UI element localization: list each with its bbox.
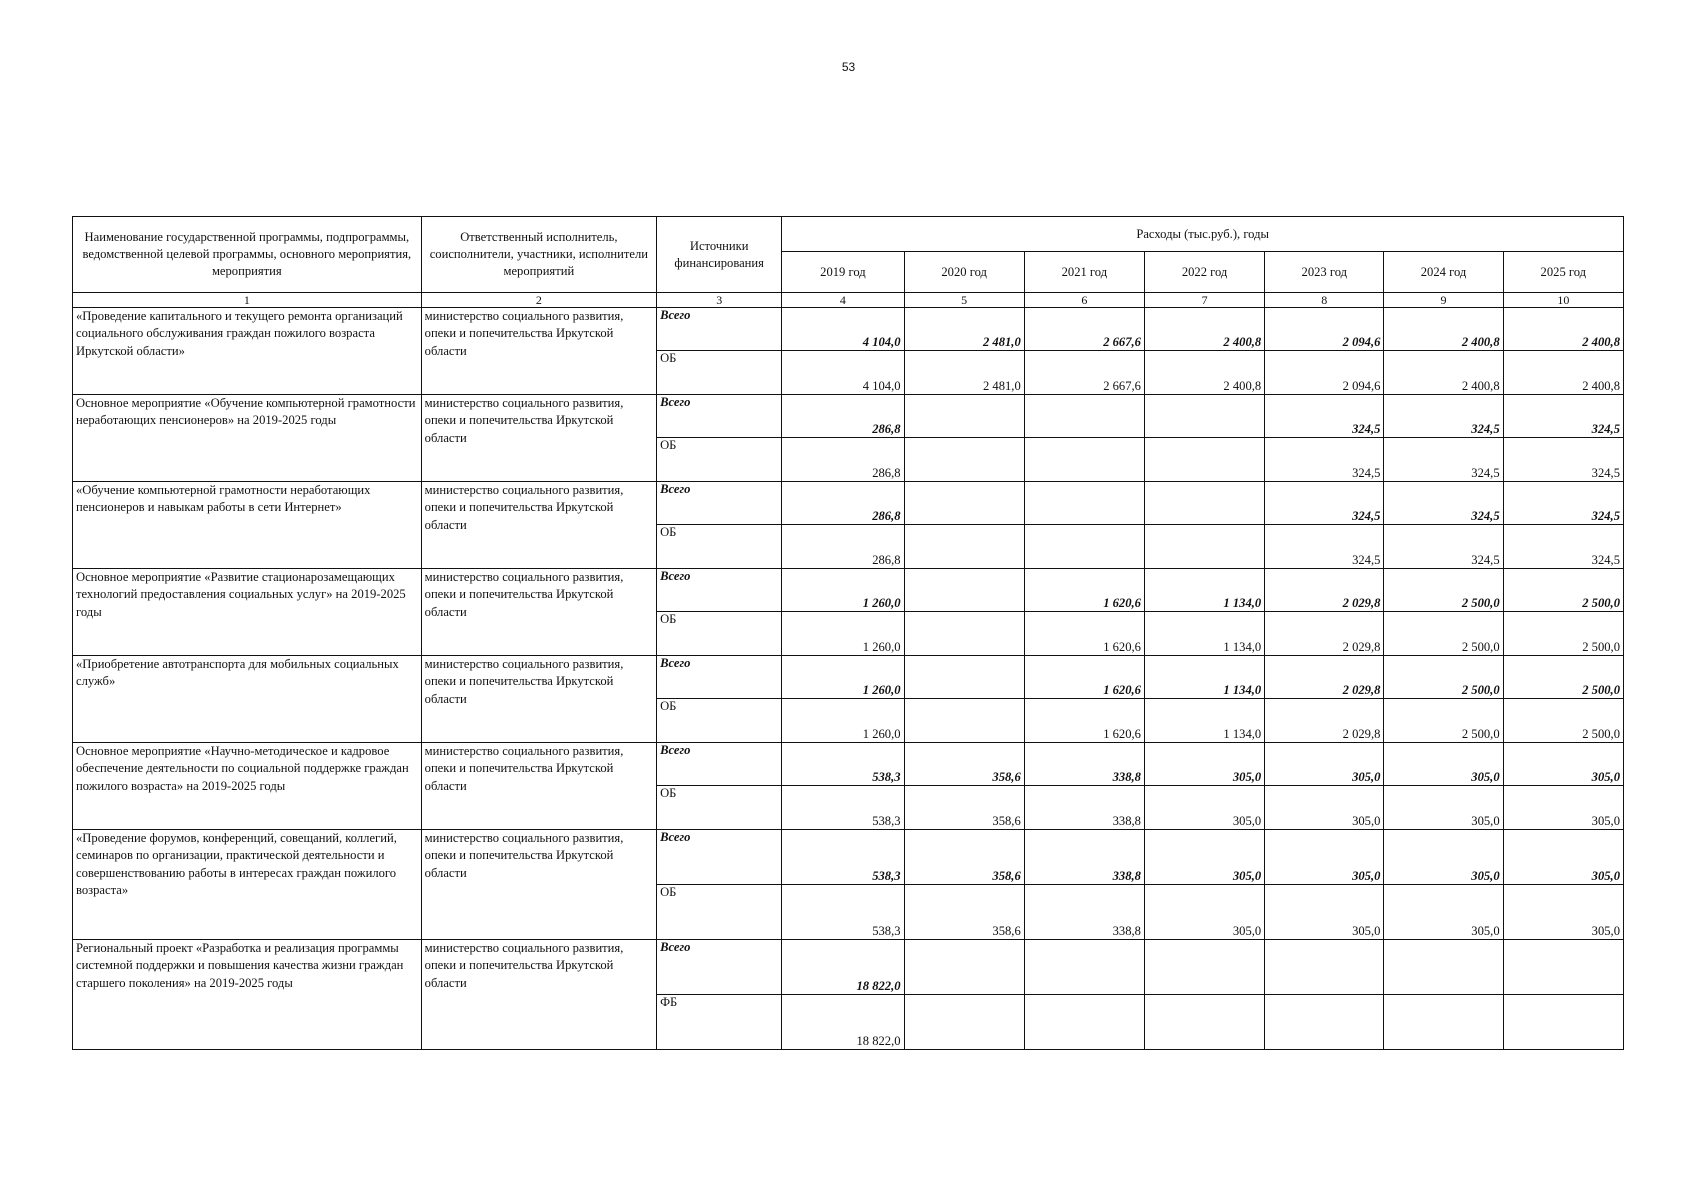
- value-cell: 2 481,0: [904, 308, 1024, 351]
- value-cell: [1144, 438, 1264, 482]
- row-name: Основное мероприятие «Обучение компьютерной грамотности неработающих пенсионеров» на 2019-2025 годы: [73, 395, 422, 482]
- source-regional: ОБ: [657, 438, 782, 482]
- source-federal: ФБ: [657, 995, 782, 1050]
- value-cell: [904, 569, 1024, 612]
- column-number: 4: [782, 293, 904, 308]
- value-cell: 18 822,0: [782, 940, 904, 995]
- header-name: Наименование государственной программы, подпрограммы, ведомственной целевой программы, основного мероприятия, мероприятия: [73, 217, 422, 293]
- value-cell: 338,8: [1024, 830, 1144, 885]
- header-year: 2021 год: [1024, 252, 1144, 293]
- value-cell: 1 134,0: [1144, 612, 1264, 656]
- value-cell: 286,8: [782, 482, 904, 525]
- row-name: Региональный проект «Разработка и реализация программы системной поддержки и повышения качества жизни граждан старшего поколения» на 2019-2025 годы: [73, 940, 422, 1050]
- value-cell: 324,5: [1503, 482, 1623, 525]
- source-total: Всего: [657, 940, 782, 995]
- table-row: [73, 743, 1624, 786]
- value-cell: [1024, 940, 1144, 995]
- value-cell: [1024, 395, 1144, 438]
- source-regional: ОБ: [657, 786, 782, 830]
- header-year: 2024 год: [1384, 252, 1503, 293]
- column-number: 2: [421, 293, 656, 308]
- value-cell: 2 094,6: [1265, 308, 1384, 351]
- value-cell: 324,5: [1503, 525, 1623, 569]
- header-year: 2020 год: [904, 252, 1024, 293]
- value-cell: 2 400,8: [1144, 308, 1264, 351]
- value-cell: 2 500,0: [1503, 612, 1623, 656]
- value-cell: 305,0: [1265, 743, 1384, 786]
- value-cell: 305,0: [1265, 830, 1384, 885]
- value-cell: [1265, 995, 1384, 1050]
- row-name: Основное мероприятие «Научно-методическое и кадровое обеспечение деятельности по социальной поддержке граждан пожилого возраста» на 2019-2025 годы: [73, 743, 422, 830]
- row-executor: министерство социального развития, опеки и попечительства Иркутской области: [421, 743, 656, 830]
- row-executor: министерство социального развития, опеки и попечительства Иркутской области: [421, 395, 656, 482]
- value-cell: 305,0: [1503, 885, 1623, 940]
- table-row: [73, 940, 1624, 995]
- value-cell: [904, 438, 1024, 482]
- value-cell: 324,5: [1384, 525, 1503, 569]
- value-cell: [1144, 995, 1264, 1050]
- value-cell: 2 481,0: [904, 351, 1024, 395]
- source-regional: ОБ: [657, 525, 782, 569]
- budget-table: [72, 216, 1624, 1050]
- value-cell: 1 134,0: [1144, 699, 1264, 743]
- value-cell: 305,0: [1503, 743, 1623, 786]
- value-cell: 2 400,8: [1384, 351, 1503, 395]
- value-cell: [1384, 995, 1503, 1050]
- row-executor: министерство социального развития, опеки и попечительства Иркутской области: [421, 830, 656, 940]
- row-executor: министерство социального развития, опеки и попечительства Иркутской области: [421, 308, 656, 395]
- column-number: 9: [1384, 293, 1503, 308]
- value-cell: 2 400,8: [1144, 351, 1264, 395]
- value-cell: 324,5: [1384, 395, 1503, 438]
- row-name: «Проведение форумов, конференций, совещаний, коллегий, семинаров по организации, практической деятельности и совершенствованию работы в интересах граждан пожилого возраста»: [73, 830, 422, 940]
- value-cell: 324,5: [1265, 525, 1384, 569]
- value-cell: [1144, 525, 1264, 569]
- value-cell: 538,3: [782, 743, 904, 786]
- header-year: 2022 год: [1144, 252, 1264, 293]
- value-cell: 324,5: [1503, 395, 1623, 438]
- value-cell: 1 620,6: [1024, 569, 1144, 612]
- value-cell: [1144, 395, 1264, 438]
- value-cell: 324,5: [1265, 395, 1384, 438]
- value-cell: [1265, 940, 1384, 995]
- value-cell: 1 260,0: [782, 569, 904, 612]
- row-name: «Обучение компьютерной грамотности неработающих пенсионеров и навыкам работы в сети Интернет»: [73, 482, 422, 569]
- source-regional: ОБ: [657, 351, 782, 395]
- value-cell: 538,3: [782, 786, 904, 830]
- value-cell: 2 500,0: [1503, 569, 1623, 612]
- value-cell: 358,6: [904, 786, 1024, 830]
- value-cell: 538,3: [782, 885, 904, 940]
- value-cell: [1503, 995, 1623, 1050]
- row-executor: министерство социального развития, опеки и попечительства Иркутской области: [421, 940, 656, 1050]
- header-expenses: Расходы (тыс.руб.), годы: [782, 217, 1624, 252]
- value-cell: 324,5: [1265, 482, 1384, 525]
- value-cell: [904, 699, 1024, 743]
- value-cell: [904, 482, 1024, 525]
- value-cell: 358,6: [904, 830, 1024, 885]
- value-cell: 324,5: [1384, 482, 1503, 525]
- row-executor: министерство социального развития, опеки и попечительства Иркутской области: [421, 482, 656, 569]
- value-cell: 305,0: [1265, 786, 1384, 830]
- value-cell: 2 029,8: [1265, 699, 1384, 743]
- value-cell: 305,0: [1265, 885, 1384, 940]
- table-row: [73, 569, 1624, 612]
- value-cell: 2 400,8: [1503, 351, 1623, 395]
- value-cell: [904, 525, 1024, 569]
- header-year: 2023 год: [1265, 252, 1384, 293]
- source-regional: ОБ: [657, 612, 782, 656]
- column-number: 8: [1265, 293, 1384, 308]
- source-total: Всего: [657, 743, 782, 786]
- source-total: Всего: [657, 830, 782, 885]
- value-cell: 2 500,0: [1503, 699, 1623, 743]
- value-cell: 18 822,0: [782, 995, 904, 1050]
- value-cell: 305,0: [1503, 830, 1623, 885]
- column-number: 3: [657, 293, 782, 308]
- value-cell: 2 667,6: [1024, 308, 1144, 351]
- source-total: Всего: [657, 656, 782, 699]
- value-cell: 324,5: [1384, 438, 1503, 482]
- table-row: [73, 482, 1624, 525]
- row-name: Основное мероприятие «Развитие стационарозамещающих технологий предоставления социальных услуг» на 2019-2025 годы: [73, 569, 422, 656]
- value-cell: 2 094,6: [1265, 351, 1384, 395]
- value-cell: [1384, 940, 1503, 995]
- value-cell: [1024, 525, 1144, 569]
- table-row: [73, 830, 1624, 885]
- value-cell: 338,8: [1024, 786, 1144, 830]
- value-cell: [904, 656, 1024, 699]
- column-number: 7: [1144, 293, 1264, 308]
- value-cell: [904, 395, 1024, 438]
- value-cell: 286,8: [782, 525, 904, 569]
- value-cell: [904, 612, 1024, 656]
- value-cell: 305,0: [1144, 885, 1264, 940]
- column-number: 1: [73, 293, 422, 308]
- value-cell: [1144, 940, 1264, 995]
- value-cell: 358,6: [904, 743, 1024, 786]
- value-cell: 286,8: [782, 438, 904, 482]
- row-name: «Приобретение автотранспорта для мобильных социальных служб»: [73, 656, 422, 743]
- value-cell: 2 500,0: [1384, 699, 1503, 743]
- value-cell: [1144, 482, 1264, 525]
- source-regional: ОБ: [657, 699, 782, 743]
- value-cell: 305,0: [1144, 743, 1264, 786]
- table-row: [73, 308, 1624, 351]
- value-cell: 2 500,0: [1384, 656, 1503, 699]
- header-year: 2025 год: [1503, 252, 1623, 293]
- value-cell: 4 104,0: [782, 351, 904, 395]
- page-number: 53: [841, 60, 856, 74]
- value-cell: [1503, 940, 1623, 995]
- source-total: Всего: [657, 308, 782, 351]
- value-cell: 305,0: [1384, 743, 1503, 786]
- value-cell: [1024, 482, 1144, 525]
- value-cell: 1 620,6: [1024, 612, 1144, 656]
- value-cell: 338,8: [1024, 885, 1144, 940]
- column-number: 6: [1024, 293, 1144, 308]
- value-cell: 2 500,0: [1384, 569, 1503, 612]
- value-cell: 1 260,0: [782, 612, 904, 656]
- value-cell: 286,8: [782, 395, 904, 438]
- value-cell: [1024, 438, 1144, 482]
- value-cell: 2 029,8: [1265, 656, 1384, 699]
- value-cell: [1024, 995, 1144, 1050]
- value-cell: 1 134,0: [1144, 656, 1264, 699]
- value-cell: 1 134,0: [1144, 569, 1264, 612]
- value-cell: 324,5: [1265, 438, 1384, 482]
- column-number: 10: [1503, 293, 1623, 308]
- row-executor: министерство социального развития, опеки и попечительства Иркутской области: [421, 569, 656, 656]
- header-executor: Ответственный исполнитель, соисполнители, участники, исполнители мероприятий: [421, 217, 656, 293]
- header-year: 2019 год: [782, 252, 904, 293]
- value-cell: 338,8: [1024, 743, 1144, 786]
- source-total: Всего: [657, 395, 782, 438]
- value-cell: 305,0: [1503, 786, 1623, 830]
- row-executor: министерство социального развития, опеки и попечительства Иркутской области: [421, 656, 656, 743]
- value-cell: 358,6: [904, 885, 1024, 940]
- value-cell: 2 400,8: [1503, 308, 1623, 351]
- value-cell: 1 620,6: [1024, 656, 1144, 699]
- value-cell: 324,5: [1503, 438, 1623, 482]
- value-cell: 2 500,0: [1384, 612, 1503, 656]
- value-cell: 1 260,0: [782, 699, 904, 743]
- value-cell: 538,3: [782, 830, 904, 885]
- value-cell: 4 104,0: [782, 308, 904, 351]
- value-cell: 305,0: [1144, 786, 1264, 830]
- header-source: Источники финансирования: [657, 217, 782, 293]
- source-total: Всего: [657, 569, 782, 612]
- value-cell: 305,0: [1384, 830, 1503, 885]
- source-total: Всего: [657, 482, 782, 525]
- value-cell: 2 667,6: [1024, 351, 1144, 395]
- value-cell: [904, 995, 1024, 1050]
- value-cell: 1 260,0: [782, 656, 904, 699]
- table-row: [73, 395, 1624, 438]
- value-cell: 305,0: [1384, 885, 1503, 940]
- value-cell: 305,0: [1384, 786, 1503, 830]
- value-cell: [904, 940, 1024, 995]
- value-cell: 2 400,8: [1384, 308, 1503, 351]
- value-cell: 305,0: [1144, 830, 1264, 885]
- source-regional: ОБ: [657, 885, 782, 940]
- row-name: «Проведение капитального и текущего ремонта организаций социального обслуживания граждан пожилого возраста Иркутской области»: [73, 308, 422, 395]
- column-number: 5: [904, 293, 1024, 308]
- value-cell: 2 029,8: [1265, 612, 1384, 656]
- value-cell: 2 029,8: [1265, 569, 1384, 612]
- value-cell: 2 500,0: [1503, 656, 1623, 699]
- table-row: [73, 656, 1624, 699]
- value-cell: 1 620,6: [1024, 699, 1144, 743]
